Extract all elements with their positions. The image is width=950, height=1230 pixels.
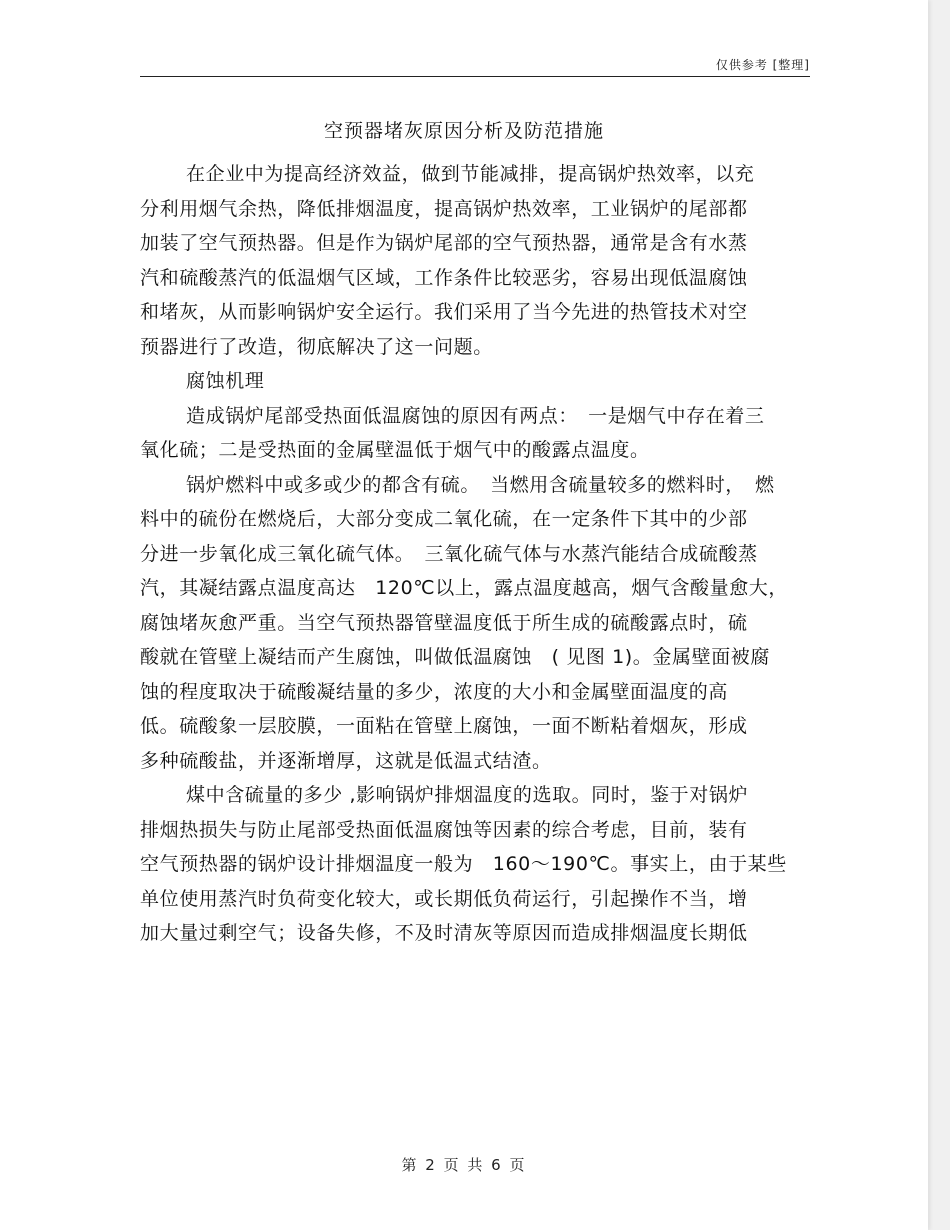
text-line: 排烟热损失与防止尾部受热面低温腐蚀等因素的综合考虑，目前，装有 <box>140 818 748 841</box>
text-line: 分利用烟气余热，降低排烟温度，提高锅炉热效率，工业锅炉的尾部都 <box>140 197 748 220</box>
text-line: 多种硫酸盐，并逐渐增厚，这就是低温式结渣。 <box>140 749 552 772</box>
text-line: 酸就在管壁上凝结而产生腐蚀，叫做低温腐蚀 ( 见图 1)。金属壁面被腐 <box>140 646 770 668</box>
page-footer: 第 2 页 共 6 页 <box>401 1156 527 1174</box>
text-line: 预器进行了改造，彻底解决了这一问题。 <box>140 335 493 358</box>
text-line: 分进一步氧化成三氧化硫气体。 三氧化硫气体与水蒸汽能结合成硫酸蒸 <box>140 542 758 565</box>
text-line: 料中的硫份在燃烧后，大部分变成二氧化硫，在一定条件下其中的少部 <box>140 508 748 530</box>
text-line: 空气预热器的锅炉设计排烟温度一般为 160～190℃。事实上，由于某些 <box>140 853 787 875</box>
text-line: 腐蚀机理 <box>186 370 265 392</box>
text-line: 腐蚀堵灰愈严重。当空气预热器管壁温度低于所生成的硫酸露点时，硫 <box>140 611 748 634</box>
text-line: 加大量过剩空气；设备失修，不及时清灰等原因而造成排烟温度长期低 <box>140 922 748 944</box>
text-line: 锅炉燃料中或多或少的都含有硫。 当燃用含硫量较多的燃料时， 燃 <box>186 473 775 496</box>
header-divider <box>140 76 810 77</box>
text-line: 汽和硫酸蒸汽的低温烟气区域，工作条件比较恶劣，容易出现低温腐蚀 <box>140 266 748 289</box>
text-line: 单位使用蒸汽时负荷变化较大，或长期低负荷运行，引起操作不当，增 <box>140 887 748 910</box>
text-line: 蚀的程度取决于硫酸凝结量的多少，浓度的大小和金属壁面温度的高 <box>140 680 729 703</box>
text-line: 煤中含硫量的多少 ,影响锅炉排烟温度的选取。同时，鉴于对锅炉 <box>186 784 749 806</box>
text-line: 低。硫酸象一层胶膜，一面粘在管壁上腐蚀，一面不断粘着烟灰，形成 <box>140 715 748 737</box>
document-title: 空预器堵灰原因分析及防范措施 <box>323 120 604 142</box>
text-line: 氧化硫；二是受热面的金属壁温低于烟气中的酸露点温度。 <box>140 439 650 461</box>
text-line: 和堵灰，从而影响锅炉安全运行。我们采用了当今先进的热管技术对空 <box>140 301 748 323</box>
document-body <box>140 157 815 951</box>
text-line: 在企业中为提高经济效益，做到节能减排，提高锅炉热效率，以充 <box>186 163 755 185</box>
page-header: 仅供参考 [整理] <box>715 58 810 72</box>
text-line: 加装了空气预热器。但是作为锅炉尾部的空气预热器，通常是含有水蒸 <box>140 232 748 254</box>
text-line: 造成锅炉尾部受热面低温腐蚀的原因有两点： 一是烟气中存在着三 <box>186 404 765 427</box>
text-line: 汽，其凝结露点温度高达 120℃以上，露点温度越高，烟气含酸量愈大， <box>140 577 789 599</box>
